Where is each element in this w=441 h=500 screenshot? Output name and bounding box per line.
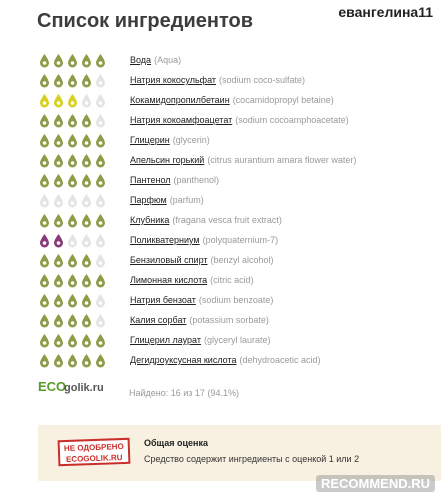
drop-icon [52, 293, 65, 308]
drop-icon [52, 153, 65, 168]
drop-icon [66, 293, 79, 308]
drop-icon [94, 273, 107, 288]
drop-icon [80, 293, 93, 308]
safety-rating [38, 153, 130, 168]
ecogolik-logo[interactable] [38, 376, 118, 406]
drop-icon [94, 113, 107, 128]
found-count: Найдено: 16 из 17 (94.1%) [129, 388, 239, 398]
drop-icon [80, 113, 93, 128]
overall-rating-box [38, 425, 441, 481]
drop-icon [66, 353, 79, 368]
ingredient-link[interactable]: Глицерил лаурат [130, 335, 201, 345]
ingredient-latin-name: (cocamidopropyl betaine) [232, 95, 334, 105]
ingredient-row [38, 110, 438, 130]
drop-icon [66, 193, 79, 208]
safety-rating [38, 213, 130, 228]
drop-icon [94, 53, 107, 68]
logo-eco-text: ECO [38, 379, 67, 394]
ingredient-link[interactable]: Кокамидопропилбетаин [130, 95, 230, 105]
safety-rating [38, 93, 130, 108]
drop-icon [66, 273, 79, 288]
ingredient-link[interactable]: Бензиловый спирт [130, 255, 208, 265]
ingredient-link[interactable]: Глицерин [130, 135, 170, 145]
ingredient-latin-name: (glyceryl laurate) [203, 335, 271, 345]
safety-rating [38, 253, 130, 268]
drop-icon [66, 153, 79, 168]
drop-icon [38, 153, 51, 168]
safety-rating [38, 133, 130, 148]
not-approved-stamp [58, 438, 131, 466]
drop-icon [66, 173, 79, 188]
ingredient-latin-name: (sodium cocoamphoacetate) [235, 115, 349, 125]
ingredient-latin-name: (sodium coco-sulfate) [219, 75, 306, 85]
ingredient-row [38, 230, 438, 250]
drop-icon [94, 213, 107, 228]
ingredient-link[interactable]: Клубника [130, 215, 170, 225]
drop-icon [94, 153, 107, 168]
safety-rating [38, 173, 130, 188]
drop-icon [66, 213, 79, 228]
drop-icon [38, 253, 51, 268]
drop-icon [52, 273, 65, 288]
drop-icon [80, 153, 93, 168]
drop-icon [94, 293, 107, 308]
ingredient-link[interactable]: Лимонная кислота [130, 275, 208, 285]
drop-icon [52, 133, 65, 148]
drop-icon [66, 253, 79, 268]
drop-icon [52, 333, 65, 348]
ingredient-row [38, 270, 438, 290]
ingredient-latin-name: (panthenol) [173, 175, 220, 185]
safety-rating [38, 353, 130, 368]
ingredient-row [38, 190, 438, 210]
drop-icon [38, 53, 51, 68]
drop-icon [38, 93, 51, 108]
safety-rating [38, 113, 130, 128]
drop-icon [66, 113, 79, 128]
ingredient-link[interactable]: Калия сорбат [130, 315, 187, 325]
ingredient-latin-name: (dehydroacetic acid) [239, 355, 321, 365]
drop-icon [80, 333, 93, 348]
safety-rating [38, 53, 130, 68]
drop-icon [66, 93, 79, 108]
safety-rating [38, 233, 130, 248]
ingredient-link[interactable]: Натрия кокоамфоацетат [130, 115, 233, 125]
ingredient-link[interactable]: Дегидроуксусная кислота [130, 355, 237, 365]
ingredient-latin-name: (benzyl alcohol) [210, 255, 274, 265]
ingredient-row [38, 50, 438, 70]
ingredient-row [38, 250, 438, 270]
safety-rating [38, 333, 130, 348]
site-watermark: RECOMMEND.RU [316, 475, 435, 492]
safety-rating [38, 313, 130, 328]
drop-icon [80, 93, 93, 108]
ingredient-link[interactable]: Поликватерниум [130, 235, 200, 245]
ingredient-link[interactable]: Пантенол [130, 175, 171, 185]
safety-rating [38, 193, 130, 208]
ingredient-link[interactable]: Апельсин горький [130, 155, 205, 165]
drop-icon [80, 273, 93, 288]
drop-icon [66, 333, 79, 348]
drop-icon [80, 133, 93, 148]
ingredient-row [38, 210, 438, 230]
ingredient-latin-name: (fragana vesca fruit extract) [172, 215, 282, 225]
drop-icon [80, 173, 93, 188]
ingredient-link[interactable]: Вода [130, 55, 152, 65]
safety-rating [38, 293, 130, 308]
drop-icon [94, 93, 107, 108]
stamp-line-2: ECOGOLIK.RU [65, 453, 123, 464]
drop-icon [66, 233, 79, 248]
drop-icon [52, 93, 65, 108]
drop-icon [52, 233, 65, 248]
drop-icon [52, 173, 65, 188]
drop-icon [66, 313, 79, 328]
ingredient-row [38, 330, 438, 350]
drop-icon [38, 193, 51, 208]
drop-icon [38, 113, 51, 128]
ingredient-row [38, 150, 438, 170]
drop-icon [80, 353, 93, 368]
drop-icon [38, 213, 51, 228]
ingredient-row [38, 350, 438, 370]
drop-icon [80, 233, 93, 248]
ingredient-latin-name: (glycerin) [172, 135, 210, 145]
drop-icon [94, 173, 107, 188]
ingredient-row [38, 170, 438, 190]
drop-icon [52, 213, 65, 228]
drop-icon [66, 133, 79, 148]
logo-site-text: golik.ru [64, 382, 104, 394]
username-watermark: евангелина11 [338, 4, 433, 20]
ingredient-list [38, 50, 438, 370]
drop-icon [38, 233, 51, 248]
ingredient-row [38, 290, 438, 310]
drop-icon [38, 173, 51, 188]
drop-icon [80, 213, 93, 228]
ingredient-link[interactable]: Натрия кокосульфат [130, 75, 217, 85]
ingredient-row [38, 130, 438, 150]
drop-icon [52, 53, 65, 68]
drop-icon [80, 193, 93, 208]
ingredient-row [38, 70, 438, 90]
drop-icon [94, 253, 107, 268]
drop-icon [52, 193, 65, 208]
drop-icon [38, 333, 51, 348]
ingredient-link[interactable]: Натрия бензоат [130, 295, 196, 305]
safety-rating [38, 273, 130, 288]
drop-icon [94, 133, 107, 148]
ingredient-latin-name: (polyquaternium-7) [202, 235, 279, 245]
drop-icon [52, 353, 65, 368]
drop-icon [94, 233, 107, 248]
drop-icon [80, 53, 93, 68]
ingredient-row [38, 310, 438, 330]
drop-icon [52, 253, 65, 268]
ingredient-latin-name: (potassium sorbate) [189, 315, 269, 325]
drop-icon [66, 53, 79, 68]
overall-rating-text: Средство содержит ингредиенты с оценкой 1 или 2 [144, 454, 360, 464]
drop-icon [94, 353, 107, 368]
drop-icon [38, 293, 51, 308]
ingredient-latin-name: (citric acid) [210, 275, 254, 285]
safety-rating [38, 73, 130, 88]
drop-icon [38, 133, 51, 148]
overall-rating-title: Общая оценка [144, 438, 209, 448]
drop-icon [52, 313, 65, 328]
drop-icon [94, 333, 107, 348]
page-title: Список ингредиентов [37, 10, 254, 32]
drop-icon [38, 73, 51, 88]
ingredient-latin-name: (Aqua) [154, 55, 182, 65]
ingredient-latin-name: (citrus aurantium amara flower water) [207, 155, 357, 165]
drop-icon [80, 253, 93, 268]
ingredient-row [38, 90, 438, 110]
drop-icon [80, 313, 93, 328]
drop-icon [38, 313, 51, 328]
drop-icon [94, 313, 107, 328]
ingredient-latin-name: (parfum) [169, 195, 204, 205]
drop-icon [94, 73, 107, 88]
drop-icon [80, 73, 93, 88]
stamp-line-1: НЕ ОДОБРЕНО [63, 441, 124, 454]
drop-icon [38, 353, 51, 368]
drop-icon [38, 273, 51, 288]
drop-icon [52, 113, 65, 128]
drop-icon [52, 73, 65, 88]
drop-icon [94, 193, 107, 208]
ingredient-latin-name: (sodium benzoate) [198, 295, 274, 305]
drop-icon [66, 73, 79, 88]
ingredient-link[interactable]: Парфюм [130, 195, 167, 205]
